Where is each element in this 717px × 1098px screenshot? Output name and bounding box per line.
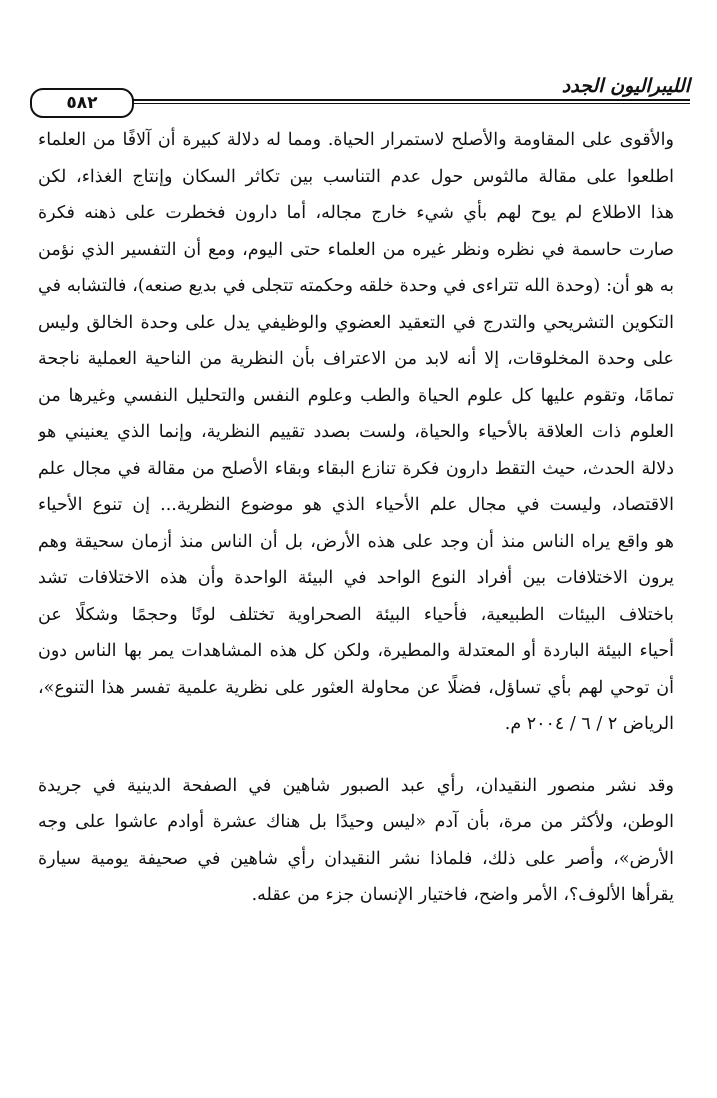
text-line: باختلاف البيئات الطبيعية، فأحياء البيئة الصحراوية تختلف لونًا وحجمًا وشكلًا عن [38,604,674,625]
text-line: الاقتصاد، وليست في مجال علم الأحياء الذي هو موضوع النظرية... إن تنوع الأحياء [38,495,674,515]
text-line: أحياء البيئة الباردة أو المعتدلة والمطيرة، ولكن كل هذه المشاهدات يمر بها الناس دون [38,641,674,661]
text-line: أن توحي لهم بأي تساؤل، فضلًا عن محاولة العثور على نظرية علمية تفسر هذا التنوع»، [38,677,674,698]
text-line: والأقوى على المقاومة والأصلح لاستمرار الحياة. ومما له دلالة كبيرة أن آلافًا من العلماء [38,130,674,150]
paragraph-gap [38,743,674,768]
header-rule-thin [90,103,690,104]
page-number: ٥٨٢ [30,88,134,118]
paragraph-1 [38,122,674,743]
text-line-date: الرياض ٢ / ٦ / ٢٠٠٤ م. [504,714,674,734]
text-line: يقرأها الألوف؟، الأمر واضح، فاختيار الإنسان جزء من عقله. [251,885,674,905]
text-line: يرون الاختلافات بين أفراد النوع الواحد في البيئة الواحدة وأن هذه الاختلافات تشد [38,568,674,588]
body-text [38,122,674,914]
paragraph-2 [38,768,674,914]
text-line: به هو أن: (وحدة الله تتراءى في وحدة خلقه وحكمته تتجلى في بديع صنعه)، فالتشابه في [38,276,674,296]
text-line: وقد نشر منصور النقيدان، رأي عبد الصبور شاهين في الصفحة الدينية في جريدة [38,775,674,796]
text-line: التكوين التشريحي والتدرج في التعقيد العضوي والوظيفي يدل على وحدة الخالق وليس [38,312,674,333]
text-line: هو واقع يراه الناس منذ أن وجد على هذه الأرض، بل أن الناس منذ أزمان سحيقة وهم [38,531,674,552]
text-line: الأرض»، وأصر على ذلك، فلماذا نشر النقيدان رأي شاهين في صحيفة يومية سيارة [38,848,674,869]
page-header [30,76,690,120]
text-line: صارت حاسمة في نظره ونظر غيره من العلماء حتى اليوم، ومع أن التفسير الذي نؤمن [38,239,674,260]
text-line: الوطن، ولأكثر من مرة، بأن آدم «ليس وحيدًا بل هناك عشرة أوادم عاشوا على وجه [38,812,674,832]
text-line: العلوم ذات العلاقة بالأحياء والحياة، ولست بصدد تقييم النظرية، وإنما الذي يعنيني هو [38,422,674,442]
text-line: اطلعوا على مقالة مالثوس حول عدم التناسب بين تكاثر السكان وإنتاج الغذاء، لكن [38,166,674,187]
running-title: الليبراليون الجدد [554,76,690,96]
text-line: على وحدة المخلوقات، إلا أنه لابد من الاعتراف بأن النظرية من الناحية العملية ناجحة [38,349,674,369]
text-line: تمامًا، وتقوم عليها كل علوم الحياة والطب وعلوم النفس والتحليل النفسي وغيرها من [38,385,674,406]
text-line: هذا الاطلاع لم يوح لهم بأي شيء خارج مجاله، أما دارون فخطرت على ذهنه فكرة [38,203,674,223]
text-line: دلالة الحدث، حيث التقط دارون فكرة تنازع البقاء وبقاء الأصلح من مقالة في مجال علم [38,458,674,479]
header-rule [90,99,690,101]
